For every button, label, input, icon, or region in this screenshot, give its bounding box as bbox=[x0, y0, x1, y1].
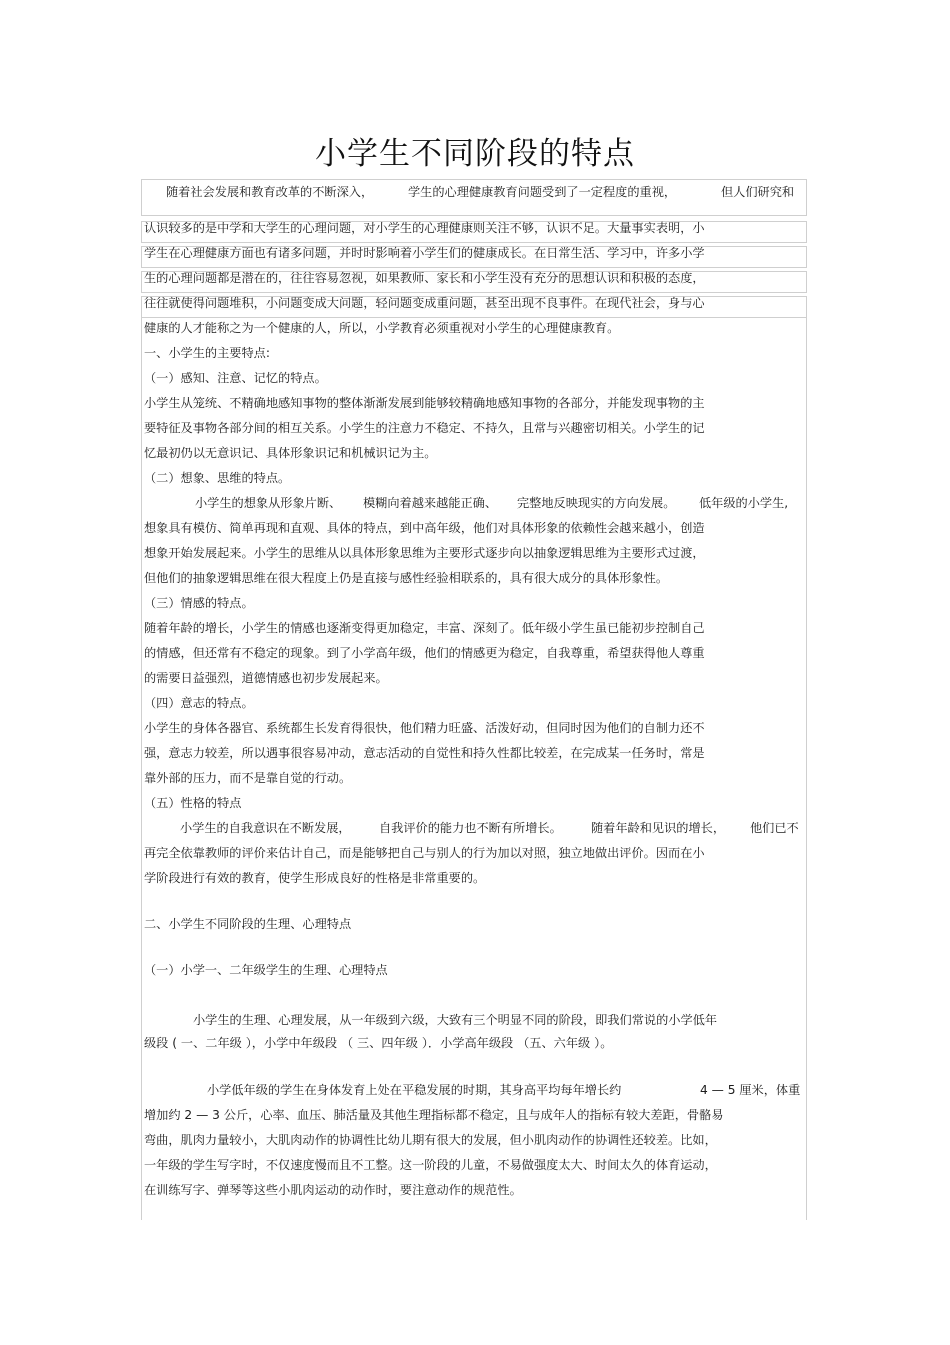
intro-line-1-c: 但人们研究和 bbox=[721, 185, 795, 199]
subsection-5-line-1-a: 小学生的自我意识在不断发展， bbox=[180, 821, 351, 835]
subsection-3-heading: （三）情感的特点。 bbox=[144, 596, 254, 610]
section-2-heading: 二、小学生不同阶段的生理、心理特点 bbox=[144, 917, 352, 931]
intro-line-1-b: 学生的心理健康教育问题受到了一定程度的重视， bbox=[408, 185, 677, 199]
subsection-2-line: 想象开始发展起来。小学生的思维从以具体形象思维为主要形式逐步向以抽象逻辑思维为主要形式过渡， bbox=[144, 546, 705, 560]
low-grade-line: 一年级的学生写字时，不仅速度慢而且不工整。这一阶段的儿童，不易做强度太大、时间太久的体育运动， bbox=[144, 1158, 717, 1172]
subsection-1-line: 小学生从笼统、不精确地感知事物的整体渐渐发展到能够较精确地感知事物的各部分，并能发现事物的主 bbox=[144, 396, 705, 410]
subsection-5-line: 学阶段进行有效的教育，使学生形成良好的性格是非常重要的。 bbox=[144, 871, 486, 885]
low-grade-line-1-b: 4 — 5 厘米，体重 bbox=[700, 1083, 801, 1097]
subsection-1-line: 要特征及事物各部分间的相互关系。小学生的注意力不稳定、不持久，且常与兴趣密切相关。小学生的记 bbox=[144, 421, 705, 435]
subsection-3-line: 的需要日益强烈，道德情感也初步发展起来。 bbox=[144, 671, 388, 685]
stages-line-2: 级段 ( 一、二年级 ），小学中年级段 （ 三、四年级 ）．小学高年级段 （五、六年级 ）。 bbox=[144, 1036, 613, 1050]
intro-line: 生的心理问题都是潜在的，往往容易忽视，如果教师、家长和小学生没有充分的思想认识和积极的态度， bbox=[144, 271, 705, 285]
intro-line-1-a: 随着社会发展和教育改革的不断深入， bbox=[166, 185, 374, 199]
subsection-5-line-1 bbox=[180, 821, 799, 835]
subsection-3-line: 随着年龄的增长，小学生的情感也逐渐变得更加稳定，丰富、深刻了。低年级小学生虽已能初步控制自己 bbox=[144, 621, 705, 635]
subsection-4-line: 靠外部的压力，而不是靠自觉的行动。 bbox=[144, 771, 352, 785]
subsection-2-line-1-a: 小学生的想象从形象片断、 bbox=[195, 496, 342, 510]
intro-line: 往往就使得问题堆积，小问题变成大问题，轻问题变成重问题，甚至出现不良事件。在现代社会，身与心 bbox=[144, 296, 705, 310]
right-margin-line bbox=[806, 318, 807, 1220]
subsection-4-heading: （四）意志的特点。 bbox=[144, 696, 254, 710]
stages-line-1: 小学生的生理、心理发展，从一年级到六级，大致有三个明显不同的阶段，即我们常说的小学低年 bbox=[193, 1013, 718, 1027]
low-grade-line-1-a: 小学低年级的学生在身体发育上处在平稳发展的时期，其身高平均每年增长约 bbox=[207, 1083, 622, 1097]
subsection-2-line-1-c: 完整地反映现实的方向发展。 bbox=[517, 496, 676, 510]
subsection-3-line: 的情感，但还常有不稳定的现象。到了小学高年级，他们的情感更为稳定，自我尊重，希望获得他人尊重 bbox=[144, 646, 705, 660]
subsection-2-line-1-b: 模糊向着越来越能正确、 bbox=[363, 496, 498, 510]
subsection-4-line: 强，意志力较差，所以遇事很容易冲动，意志活动的自觉性和持久性都比较差，在完成某一任务时，常是 bbox=[144, 746, 705, 760]
section-1-heading: 一、小学生的主要特点: bbox=[144, 346, 270, 360]
subsection-2-heading: （二）想象、思维的特点。 bbox=[144, 471, 291, 485]
intro-line: 健康的人才能称之为一个健康的人，所以，小学教育必须重视对小学生的心理健康教育。 bbox=[144, 321, 620, 335]
subsection-1-line: 忆最初仍以无意识记、具体形象识记和机械识记为主。 bbox=[144, 446, 437, 460]
section-2-subsection-1-heading: （一）小学一、二年级学生的生理、心理特点 bbox=[144, 963, 388, 977]
low-grade-line: 弯曲，肌肉力量较小，大肌肉动作的协调性比幼儿期有很大的发展，但小肌肉动作的协调性还较差。比如， bbox=[144, 1133, 717, 1147]
subsection-4-line: 小学生的身体各器官、系统都生长发育得很快，他们精力旺盛、活泼好动，但同时因为他们的自制力还不 bbox=[144, 721, 705, 735]
intro-line-1 bbox=[166, 185, 795, 199]
intro-line: 学生在心理健康方面也有诸多问题，并时时影响着小学生们的健康成长。在日常生活、学习中，许多小学 bbox=[144, 246, 705, 260]
low-grade-line-1 bbox=[207, 1083, 801, 1097]
document-title: 小学生不同阶段的特点 bbox=[315, 136, 635, 172]
left-margin-line bbox=[141, 318, 142, 1220]
subsection-2-line-1 bbox=[195, 496, 789, 510]
low-grade-line: 增加约 2 — 3 公斤，心率、血压、肺活量及其他生理指标都不稳定，且与成年人的指标有较大差距，骨骼易 bbox=[144, 1108, 724, 1122]
subsection-5-line: 再完全依靠教师的评价来估计自己，而是能够把自己与别人的行为加以对照，独立地做出评价。因而在小 bbox=[144, 846, 705, 860]
subsection-2-line: 想象具有模仿、简单再现和直观、具体的特点，到中高年级，他们对具体形象的依赖性会越来越小，创造 bbox=[144, 521, 705, 535]
subsection-5-line-1-c: 随着年龄和见识的增长， bbox=[591, 821, 726, 835]
subsection-2-line-1-d: 低年级的小学生, bbox=[699, 496, 789, 510]
subsection-5-heading: （五）性格的特点 bbox=[144, 796, 242, 810]
subsection-2-line: 但他们的抽象逻辑思维在很大程度上仍是直接与感性经验相联系的，具有很大成分的具体形象性。 bbox=[144, 571, 669, 585]
subsection-5-line-1-d: 他们已不 bbox=[750, 821, 799, 835]
intro-line: 认识较多的是中学和大学生的心理问题，对小学生的心理健康则关注不够，认识不足。大量事实表明，小 bbox=[144, 221, 705, 235]
subsection-1-heading: （一）感知、注意、记忆的特点。 bbox=[144, 371, 327, 385]
low-grade-line: 在训练写字、弹琴等这些小肌肉运动的动作时，要注意动作的规范性。 bbox=[144, 1183, 522, 1197]
subsection-5-line-1-b: 自我评价的能力也不断有所增长。 bbox=[379, 821, 562, 835]
